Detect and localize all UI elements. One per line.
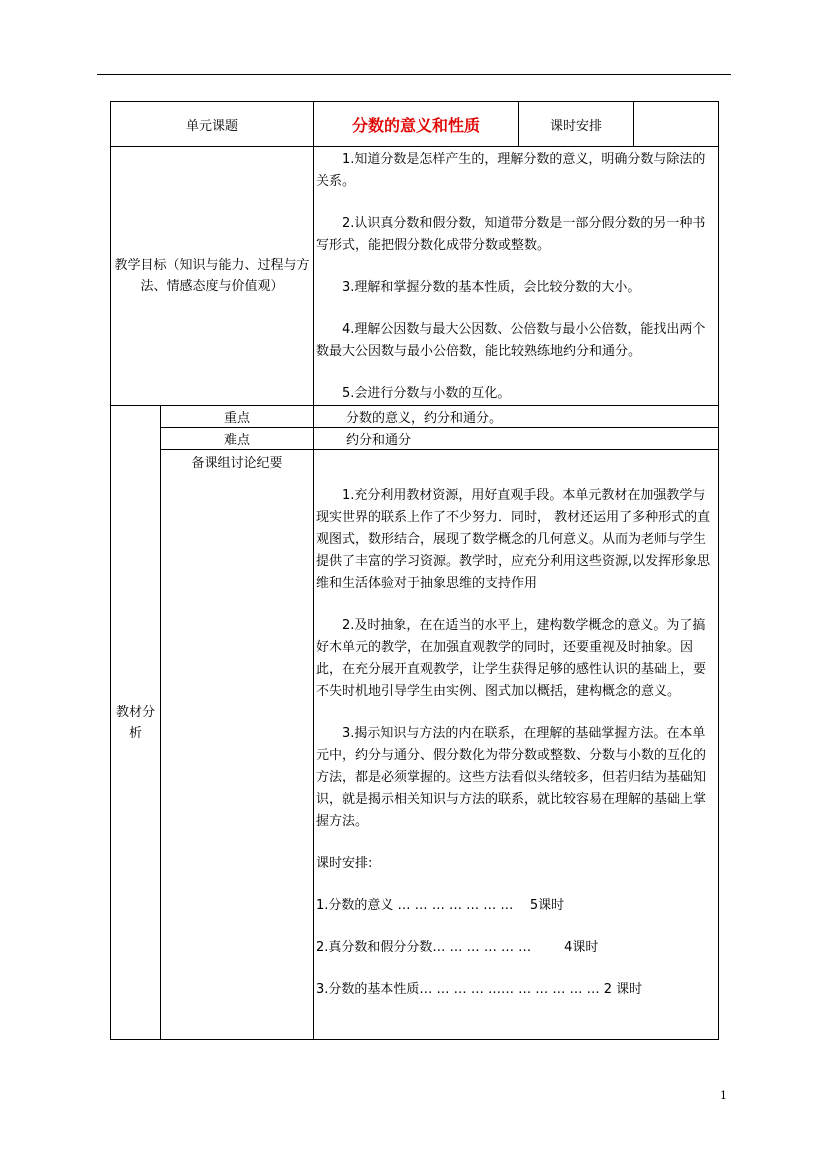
analysis-paragraph: 2.及时抽象，在在适当的水平上，建构数学概念的意义。为了搞好木单元的教学，在加强直观教学的同时，还要重视及时抽象。因此，在充分展开直观教学，让学生获得足够的感性认识的基础上，要不失时机地引导学生由实例、图式加以概括，建构概念的意义。 <box>316 618 707 699</box>
difficulty-label: 难点 <box>161 428 314 450</box>
objective-item: 4.理解公因数与最大公因数、公倍数与最小公倍数，能找出两个数最大公因数与最小公倍数，能比较熟练地约分和通分。 <box>316 322 706 359</box>
analysis-label <box>111 406 161 1040</box>
header-rule <box>97 74 731 75</box>
schedule-label: 课时安排 <box>519 102 634 147</box>
key-point-label: 重点 <box>161 406 314 428</box>
difficulty-row <box>111 428 719 450</box>
schedule-value <box>634 102 719 147</box>
objective-item: 2.认识真分数和假分数，知道带分数是一部分假分数的另一种书写形式，能把假分数化成带分数或整数。 <box>316 216 706 253</box>
discussion-label: 备课组讨论纪要 <box>161 450 314 1040</box>
schedule-item: 3.分数的基本性质… … … … …… … … … … … 2 课时 <box>316 982 643 997</box>
schedule-heading: 课时安排: <box>316 856 373 871</box>
analysis-paragraph: 3.揭示知识与方法的内在联系，在理解的基础掌握方法。在本单元中，约分与通分、假分数化为带分数或整数、分数与小数的互化的方法，都是必须掌握的。这些方法看似头绪较多，但若归结为基础知识，就是揭示相关知识与方法的联系，就比较容易在理解的基础上掌握方法。 <box>316 726 707 829</box>
lesson-plan-table <box>110 101 719 1040</box>
objective-item: 1.知道分数是怎样产生的，理解分数的意义，明确分数与除法的关系。 <box>316 152 706 189</box>
objectives-row <box>111 147 719 406</box>
objectives-label: 教学目标（知识与能力、过程与方法、情感态度与价值观） <box>111 147 314 406</box>
header-row <box>111 102 719 147</box>
analysis-label-line2: 析 <box>128 725 142 741</box>
analysis-paragraph: 1.充分利用教材资源，用好直观手段。本单元教材在加强教学与现实世界的联系上作了不少努力．同时， 教材还运用了多种形式的直观图式，数形结合，展现了数学概念的几何意义。从而为老师与学生提供了丰富的学习资源。教学时，应充分利用这些资源,以发挥形象思维和生活体验对于抽象思维的支持作用 <box>316 488 711 591</box>
unit-label: 单元课题 <box>111 102 314 147</box>
discussion-row <box>111 450 719 1040</box>
key-point-value: 分数的意义，约分和通分。 <box>314 406 719 428</box>
unit-title: 分数的意义和性质 <box>314 102 519 147</box>
objectives-content <box>314 147 719 406</box>
schedule-item: 1.分数的意义 … … … … … … … 5课时 <box>316 898 565 913</box>
key-point-row <box>111 406 719 428</box>
objective-item: 3.理解和掌握分数的基本性质，会比较分数的大小。 <box>342 280 641 295</box>
analysis-label-line1: 教材分 <box>115 704 155 720</box>
page-number: 1 <box>720 1089 727 1102</box>
schedule-item: 2.真分数和假分分数… … … … … … 4课时 <box>316 940 599 955</box>
objective-item: 5.会进行分数与小数的互化。 <box>342 386 511 401</box>
discussion-content <box>314 450 719 1040</box>
difficulty-value: 约分和通分 <box>314 428 719 450</box>
